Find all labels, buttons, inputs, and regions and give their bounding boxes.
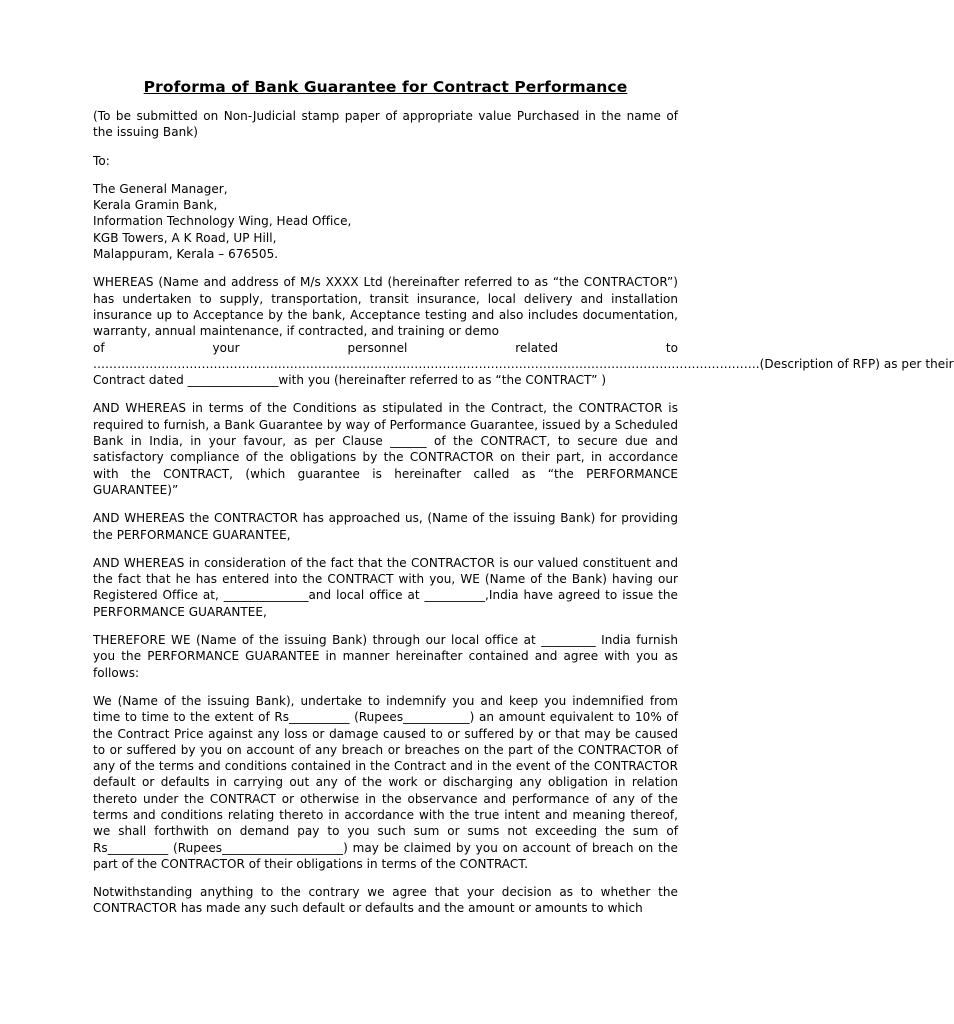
undertaking-clause: We (Name of the issuing Bank), undertake to indemnify you and keep you indemnified from time to time to the extent of Rs__________ (Rupees___________) an amount equivalent to 10% of the Contract Price against any loss or damage caused to or suffered by or that may be caused to or suffered by you on account of any breach or breaches on the part of the CONTRACTOR of any of the terms and conditions contained in the Contract and in the event of the CONTRACTOR default or defaults in carrying out any of the work or discharging any obligation in relation thereto under the CONTRACT or otherwise in the observance and performance of any of the terms and conditions relating thereto in accordance with the true intent and meaning thereof, we shall forthwith on demand pay to you such sum or sums not exceeding the sum of Rs__________ (Rupees____________________) may be claimed by you on account of breach on the part of the CONTRACTOR of their obligations in terms of the CONTRACT. [93, 693, 678, 871]
therefore-clause: THEREFORE WE (Name of the issuing Bank) through our local office at _________ India furnish you the PERFORMANCE GUARANTEE in manner hereinafter contained and agree with you as follows: [93, 633, 678, 680]
whereas-1-rfp-line: ………………………………………………………………………………………………………………………………………………….(Description of RFP) as per their [93, 356, 954, 371]
notwithstanding-clause: Notwithstanding anything to the contrary we agree that your decision as to whether the CONTRACTOR has made any such default or defaults and the amount or amounts to which [93, 885, 678, 916]
whereas-1-last-line: Contract dated _______________with you (hereinafter referred to as “the CONTRACT” ) [93, 373, 607, 388]
address-line: Information Technology Wing, Head Office, [93, 214, 352, 229]
address-line: KGB Towers, A K Road, UP Hill, [93, 230, 277, 245]
spread-word: related [515, 340, 558, 355]
address-line: Malappuram, Kerala – 676505. [93, 247, 279, 262]
stamp-paper-note: (To be submitted on Non-Judicial stamp paper of appropriate value Purchased in the name of the issuing Bank) [93, 109, 678, 140]
whereas-clause-1 [93, 274, 954, 388]
spread-word: your [212, 340, 240, 355]
address-line: The General Manager, [93, 181, 228, 196]
address-line: Kerala Gramin Bank, [93, 198, 218, 213]
whereas-clause-2: AND WHEREAS in terms of the Conditions as stipulated in the Contract, the CONTRACTOR is required to furnish, a Bank Guarantee by way of Performance Guarantee, issued by a Scheduled Bank in India, in your favour, as per Clause ______ of the CONTRACT, to secure due and satisfactory compliance of the obligations by the CONTRACTOR on their part, in accordance with the CONTRACT, (which guarantee is hereinafter called as “the PERFORMANCE GUARANTEE)” [93, 401, 678, 497]
whereas-1-main: WHEREAS (Name and address of M/s XXXX Ltd (hereinafter referred to as “the CONTRACTOR”) has undertaken to supply, transportation, transit insurance, local delivery and installation insurance up to Acceptance by the bank, Acceptance testing and also includes documentation, warranty, annual maintenance, if contracted, and training or demo [93, 275, 678, 339]
whereas-clause-3: AND WHEREAS the CONTRACTOR has approached us, (Name of the issuing Bank) for providing the PERFORMANCE GUARANTEE, [93, 511, 678, 542]
document-title: Proforma of Bank Guarantee for Contract Performance [143, 78, 628, 96]
whereas-clause-4: AND WHEREAS in consideration of the fact that the CONTRACTOR is our valued constituent and the fact that he has entered into the CONTRACT with you, WE (Name of the Bank) having our Registered Office at, ______________and local office at __________,India have agreed to issue the PERFORMANCE GUARANTEE, [93, 555, 678, 619]
recipient-address [93, 181, 678, 262]
spread-word: of [93, 340, 105, 355]
to-label: To: [93, 153, 110, 168]
spread-word: to [665, 340, 678, 355]
whereas-1-spread-line [93, 340, 678, 356]
spread-word: personnel [347, 340, 408, 355]
